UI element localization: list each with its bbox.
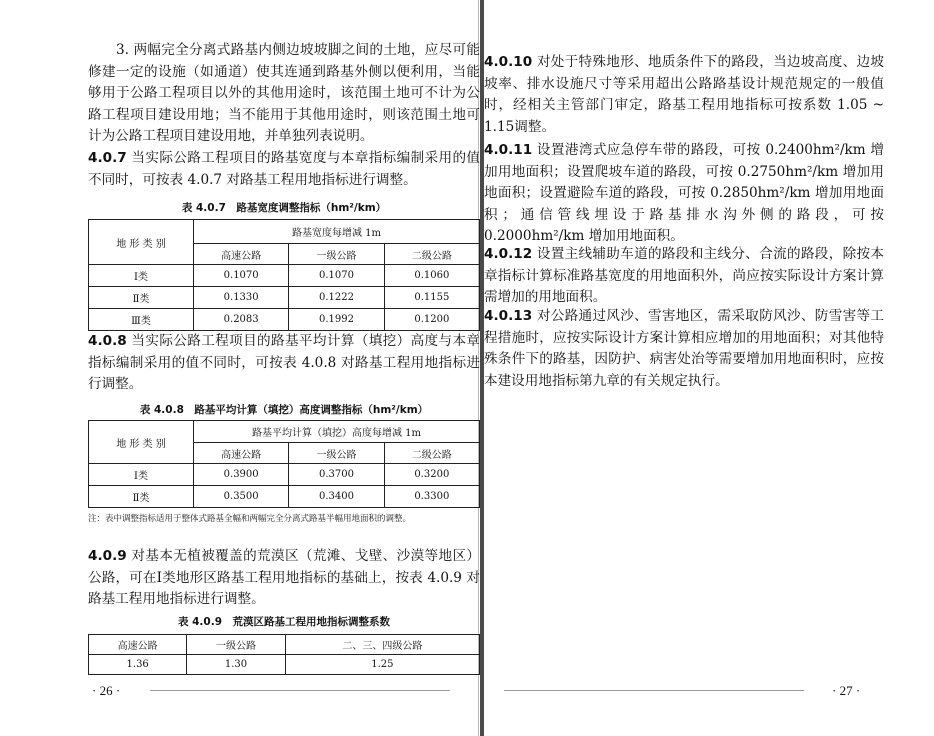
col-header: 高速公路 — [194, 244, 289, 265]
table-row — [89, 309, 480, 331]
cell: 0.1992 — [289, 309, 384, 331]
section-text: 当实际公路工程项目的路基平均计算（填挖）高度与本章指标编制采用的值不同时，可按表 4.0.8 对路基工程用地指标进行调整。 — [88, 333, 480, 392]
col-header: 高速公路 — [194, 443, 289, 464]
cell: 0.1070 — [289, 265, 384, 287]
section-4-0-8 — [88, 331, 480, 396]
table-row — [89, 464, 480, 486]
cell: 0.1155 — [384, 287, 479, 309]
right-page — [484, 0, 934, 736]
table-4-0-7 — [88, 219, 480, 331]
section-number: 4.0.10 — [484, 54, 533, 70]
col-header: 二、三、四级公路 — [285, 635, 479, 655]
col-header: 二级公路 — [384, 443, 479, 464]
section-4-0-9 — [88, 546, 480, 611]
section-text: 当实际公路工程项目的路基宽度与本章指标编制采用的值不同时，可按表 4.0.7 对路基工程用地指标进行调整。 — [88, 150, 480, 188]
cell: 0.3300 — [384, 486, 479, 508]
footer-rule — [504, 690, 804, 691]
cell: 0.3200 — [384, 464, 479, 486]
section-4-0-10 — [484, 52, 884, 138]
cell: 0.1070 — [194, 265, 289, 287]
col-header: 一级公路 — [289, 244, 384, 265]
clause-3-paragraph: 3. 两幅完全分离式路基内侧边坡坡脚之间的土地，应尽可能修建一定的设施（如通道）使其连通到路基外侧以便利用，当能够用于公路工程项目以外的其他用途时，该范围土地可不计为公路工程项目建设用地；当不能用于其他用途时，则该范围土地可计为公路工程项目建设用地，并单独列表说明。 — [88, 42, 480, 144]
cell: 0.1200 — [384, 309, 479, 331]
col-header: 一级公路 — [289, 443, 384, 464]
table-4-0-9 — [88, 634, 480, 675]
section-text: 对公路通过风沙、雪害地区，需采取防风沙、防雪害等工程措施时，应按实际设计方案计算相应增加的用地面积；对其他特殊条件下的路基，因防护、病害处治等需要增加用地面积时，应按本建设用地指标第九章的有关规定执行。 — [484, 308, 885, 389]
row-label: Ⅲ类 — [89, 309, 194, 331]
table-4-0-9-caption: 表 4.0.9 荒漠区路基工程用地指标调整系数 — [177, 616, 391, 628]
section-text: 对处于特殊地形、地质条件下的路段，当边坡高度、边坡坡率、排水设施尺寸等采用超出公路路基设计规范规定的一般值时，经相关主管部门审定，路基工程用地指标可按系数 1.05 ~ 1.15调整。 — [484, 54, 885, 135]
cell: 0.3400 — [289, 486, 384, 508]
cell: 0.1330 — [194, 287, 289, 309]
section-text: 设置主线辅助车道的路段和主线分、合流的路段，除按本章指标计算标准路基宽度的用地面积外，尚应按实际设计方案计算需增加的用地面积。 — [484, 246, 885, 305]
table-row — [89, 287, 480, 309]
table-corner: 地 形 类 别 — [89, 421, 194, 464]
section-text: 对基本无植被覆盖的荒漠区（荒滩、戈壁、沙漠等地区）公路，可在Ⅰ类地形区路基工程用地指标的基础上，按表 4.0.9 对路基工程用地指标进行调整。 — [88, 548, 480, 607]
cell: 1.36 — [89, 655, 187, 675]
section-4-0-11 — [484, 140, 884, 248]
cell: 1.30 — [187, 655, 285, 675]
page-number: · 26 · — [92, 683, 121, 698]
col-header: 高速公路 — [89, 635, 187, 655]
cell: 1.25 — [285, 655, 479, 675]
section-4-0-13 — [484, 306, 884, 392]
section-text: 设置港湾式应急停车带的路段，可按 0.2400hm²/km 增加用地面积；设置爬坡车道的路段，可按 0.2750hm²/km 增加用地面积；设置避险车道的路段，可按 0.2850hm²/km 增加用地面积；通信管线埋设于路基排水沟外侧的路段，可按 0.2000hm²/km 增加用地面积。 — [484, 142, 884, 244]
cell: 0.3700 — [289, 464, 384, 486]
cell: 0.2083 — [194, 309, 289, 331]
table-row — [89, 265, 480, 287]
row-label: Ⅰ类 — [89, 464, 194, 486]
section-number: 4.0.9 — [88, 548, 127, 564]
table-corner: 地 形 类 别 — [89, 220, 194, 265]
section-number: 4.0.13 — [484, 308, 533, 324]
cell: 0.1060 — [384, 265, 479, 287]
table-note: 注：表中调整指标适用于整体式路基全幅和两幅完全分离式路基半幅用地面积的调整。 — [88, 514, 412, 524]
row-label: Ⅰ类 — [89, 265, 194, 287]
footer-rule — [150, 690, 450, 691]
row-label: Ⅱ类 — [89, 486, 194, 508]
table-group-header: 路基宽度每增减 1m — [194, 220, 480, 244]
cell: 0.3900 — [194, 464, 289, 486]
cell: 0.3500 — [194, 486, 289, 508]
col-header: 一级公路 — [187, 635, 285, 655]
section-number: 4.0.8 — [88, 333, 127, 349]
table-4-0-7-caption: 表 4.0.7 路基宽度调整指标（hm²/km） — [181, 202, 387, 214]
section-number: 4.0.7 — [88, 150, 127, 166]
cell: 0.1222 — [289, 287, 384, 309]
row-label: Ⅱ类 — [89, 287, 194, 309]
section-4-0-12 — [484, 244, 884, 309]
section-number: 4.0.12 — [484, 246, 533, 262]
col-header: 二级公路 — [384, 244, 479, 265]
table-group-header: 路基平均计算（填挖）高度每增减 1m — [194, 421, 480, 443]
table-4-0-8-caption: 表 4.0.8 路基平均计算（填挖）高度调整指标（hm²/km） — [139, 404, 429, 416]
section-number: 4.0.11 — [484, 142, 533, 158]
table-row — [89, 655, 480, 675]
table-row — [89, 486, 480, 508]
section-4-0-7 — [88, 148, 480, 191]
table-4-0-8 — [88, 420, 480, 508]
page-number: · 27 · — [832, 683, 861, 698]
